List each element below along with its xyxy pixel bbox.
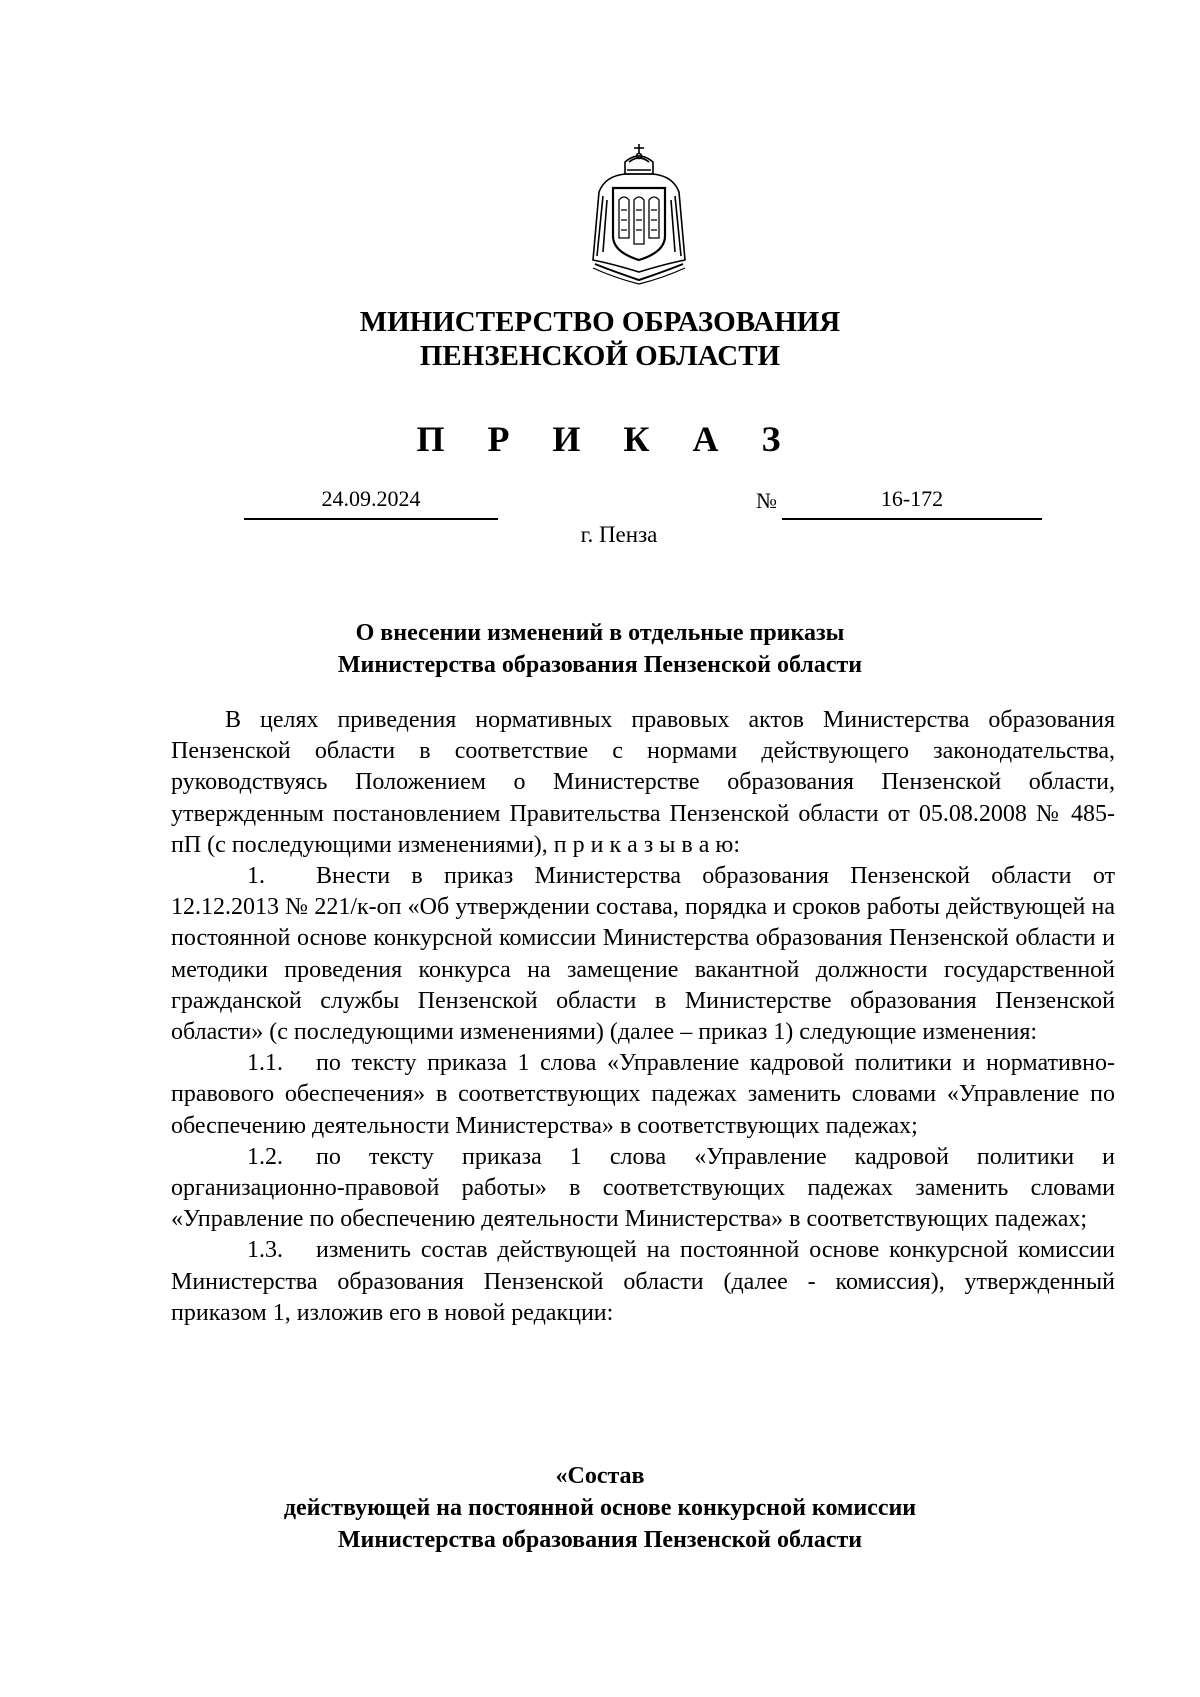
item-1-3-text: изменить состав действующей на постоянной основе конкурсной комиссии Министерства образования Пензенской области (далее - комиссия), утвержденный приказом 1, изложив его в новой редакции: [171,1237,1115,1326]
item-1-2 [171,1142,1115,1236]
city: г. Пенза [580,522,658,547]
item-1-2-text: по тексту приказа 1 слова «Управление кадровой политики и организационно-правовой работы» в соответствующих падежах заменить словами «Управление по обеспечению деятельности Министерства» в соответствующих падежах; [171,1143,1115,1233]
order-subject [0,617,1200,681]
document-type-title: П Р И К А З [416,419,798,459]
order-date: 24.09.2024 [321,486,421,511]
intro-paragraph: В целях приведения нормативных правовых актов Министерства образования Пензенской области в соответствие с нормами действующего законодательства, руководствуясь Положением о Министерстве образования Пензенской области, утвержденным постановлением Правительства Пензенской области от 05.08.2008 № 485-пП (с последующими изменениями), п р и к а з ы в а ю: [171,707,1115,858]
item-1-3 [171,1235,1115,1329]
composition-heading [0,1460,1200,1556]
order-number: 16-172 [880,486,944,511]
item-1-number: 1. [247,863,265,890]
item-1-3-number: 1.3. [247,1237,283,1264]
order-subject-line2: Министерства образования Пензенской области [337,652,863,678]
ministry-name [0,305,1200,373]
item-1 [171,861,1115,1048]
ministry-name-line2: ПЕНЗЕНСКОЙ ОБЛАСТИ [419,340,781,372]
item-1-1-text: по тексту приказа 1 слова «Управление кадровой политики и нормативно-правового обеспечения» в соответствующих падежах заменить словами «Управление по обеспечению деятельности Министерства» в соответствующих падежах; [171,1050,1115,1139]
number-sign: № [756,488,777,513]
order-subject-line1: О внесении изменений в отдельные приказы [355,620,845,646]
composition-heading-line3: Министерства образования Пензенской области [337,1527,863,1553]
coat-of-arms-icon [585,140,693,285]
ministry-name-line1: МИНИСТЕРСТВО ОБРАЗОВАНИЯ [359,306,841,338]
item-1-2-number: 1.2. [247,1143,283,1170]
item-1-1-number: 1.1. [247,1050,283,1077]
number-underline [782,518,1042,520]
composition-heading-line2: действующей на постоянной основе конкурсной комиссии [283,1495,917,1521]
date-underline [244,518,498,520]
order-body [171,705,1115,1329]
composition-heading-line1: «Состав [555,1463,645,1489]
item-1-1 [171,1048,1115,1142]
item-1-text: Внести в приказ Министерства образования Пензенской области от 12.12.2013 № 221/к-оп «Об утверждении состава, порядка и сроков работы действующей на постоянной основе конкурсной комиссии Министерства образования Пензенской области и методики проведения конкурса на замещение вакантной должности государственной гражданской службы Пензенской области в Министерстве образования Пензенской области» (с последующими изменениями) (далее – приказ 1) следующие изменения: [171,863,1115,1046]
